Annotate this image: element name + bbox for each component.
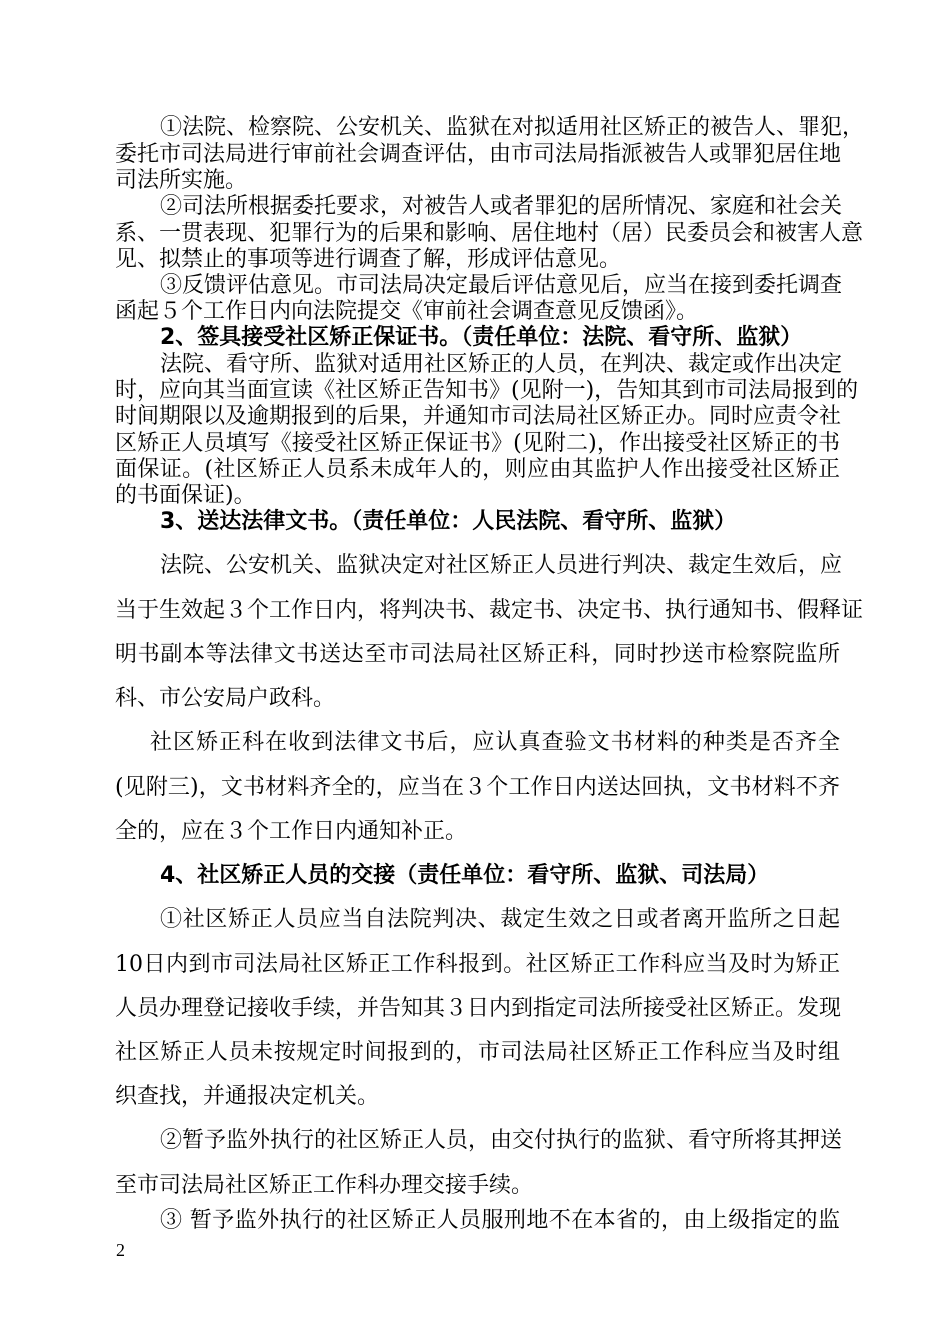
text-line: 的书面保证)。 — [115, 483, 256, 508]
text-line: ①社区矫正人员应当自法院判决、裁定生效之日或者离开监所之日起 — [160, 907, 840, 932]
text-line: 面保证。(社区矫正人员系未成年人的，则应由其监护人作出接受社区矫正 — [115, 457, 840, 482]
text-line: 10日内到市司法局社区矫正工作科报到。社区矫正工作科应当及时为矫正 — [115, 952, 840, 977]
text-line: 时间期限以及逾期报到的后果，并通知市司法局社区矫正办。同时应责令社 — [115, 404, 842, 429]
text-line: ③ 暂予监外执行的社区矫正人员服刑地不在本省的，由上级指定的监 — [160, 1208, 840, 1233]
section-heading: 3、送达法律文书。（责任单位：人民法院、看守所、监狱） — [160, 509, 737, 534]
section-heading: 2、签具接受社区矫正保证书。（责任单位：法院、看守所、监狱） — [160, 325, 803, 350]
text-line: (见附三)，文书材料齐全的，应当在３个工作日内送达回执，文书材料不齐 — [115, 775, 840, 800]
text-line: 至市司法局社区矫正工作科办理交接手续。 — [115, 1173, 534, 1198]
text-line: 时，应向其当面宣读《社区矫正告知书》(见附一)，告知其到市司法局报到的 — [115, 378, 859, 403]
text-line: 法院、公安机关、监狱决定对社区矫正人员进行判决、裁定生效后，应 — [160, 553, 843, 578]
text-line: ②暂予监外执行的社区矫正人员，由交付执行的监狱、看守所将其押送 — [160, 1128, 843, 1153]
page-number: 2 — [116, 1240, 125, 1260]
text-line: 社区矫正人员未按规定时间报到的，市司法局社区矫正工作科应当及时组 — [115, 1040, 840, 1065]
text-line: ①法院、检察院、公安机关、监狱在对拟适用社区矫正的被告人、罪犯， — [160, 115, 865, 140]
text-line: 当于生效起３个工作日内，将判决书、裁定书、决定书、执行通知书、假释证 — [115, 598, 864, 623]
text-line: ③反馈评估意见。市司法局决定最后评估意见后，应当在接到委托调查 — [160, 273, 843, 298]
text-line: 区矫正人员填写《接受社区矫正保证书》(见附二)，作出接受社区矫正的书 — [115, 431, 840, 456]
text-line: 法院、看守所、监狱对适用社区矫正的人员，在判决、裁定或作出决定 — [160, 352, 843, 377]
text-line: 委托市司法局进行审前社会调查评估，由市司法局指派被告人或罪犯居住地 — [115, 142, 842, 167]
text-line: 社区矫正科在收到法律文书后，应认真查验文书材料的种类是否齐全 — [150, 730, 840, 755]
text-line: 织查找，并通报决定机关。 — [115, 1084, 380, 1109]
text-line: 系、一贯表现、犯罪行为的后果和影响、居住地村（居）民委员会和被害人意 — [115, 221, 864, 246]
section-heading: 4、社区矫正人员的交接（责任单位：看守所、监狱、司法局） — [160, 863, 770, 888]
text-line: 人员办理登记接收手续，并告知其３日内到指定司法所接受社区矫正。发现 — [115, 996, 842, 1021]
text-line: 科、市公安局户政科。 — [115, 686, 336, 711]
text-line: 司法所实施。 — [115, 168, 248, 193]
text-line: 见、拟禁止的事项等进行调查了解，形成评估意见。 — [115, 247, 622, 272]
text-line: 函起５个工作日内向法院提交《审前社会调查意见反馈函》。 — [115, 299, 699, 324]
text-line: 全的，应在３个工作日内通知补正。 — [115, 819, 468, 844]
text-line: 明书副本等法律文书送达至市司法局社区矫正科，同时抄送市检察院监所 — [115, 642, 840, 667]
text-line: ②司法所根据委托要求，对被告人或者罪犯的居所情况、家庭和社会关 — [160, 194, 843, 219]
